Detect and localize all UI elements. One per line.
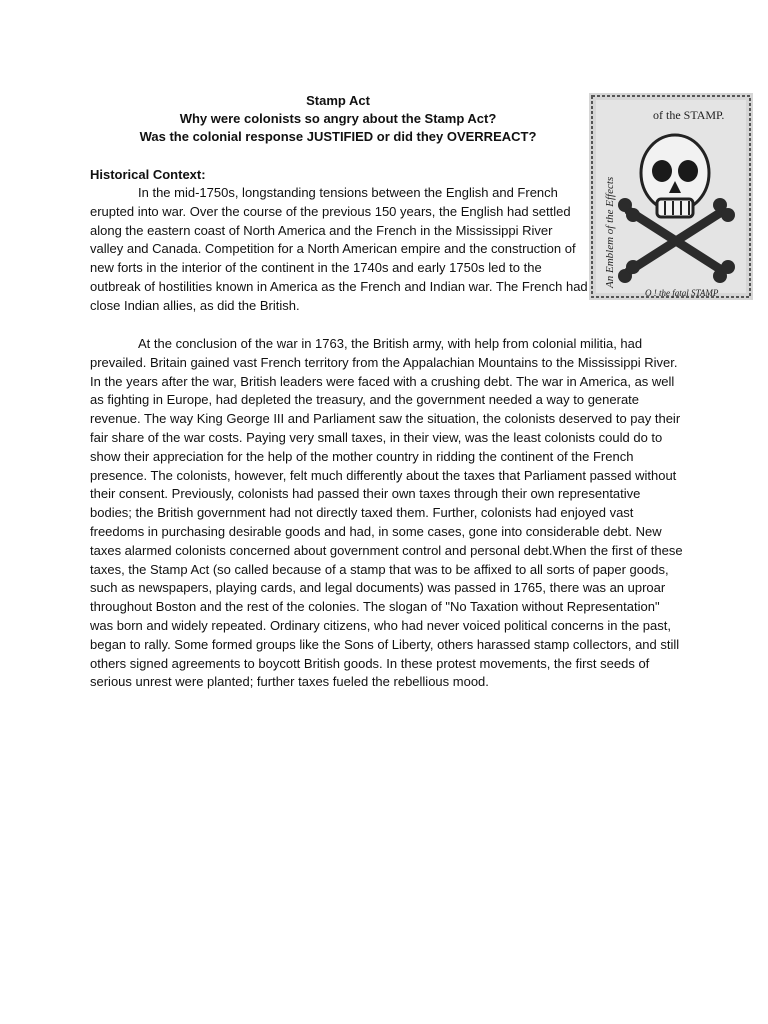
document-subtitle-prompt: Was the colonial response JUSTIFIED or did they OVERREACT? bbox=[139, 129, 537, 144]
title-block bbox=[90, 92, 586, 146]
emblem-side-text: An Emblem of the Effects bbox=[604, 176, 616, 288]
stamp-emblem-image bbox=[589, 93, 753, 300]
section-heading: Historical Context: bbox=[90, 167, 206, 182]
paragraph: In the mid-1750s, longstanding tensions between the English and French erupted into war. Over the course of the previous 150 years, the English had settled along the eastern coast of North America and the French in the Mississippi River valley and Canada. Competition for a North American empire and the construction of new forts in the interior of the continent in the 1740s and early 1750s led to the outbreak of hostilities known in America as the French and Indian war. The French had close Indian allies, as did the British. bbox=[90, 185, 588, 313]
skull-crossbones-icon bbox=[589, 93, 753, 300]
emblem-top-text: of the STAMP. bbox=[653, 108, 725, 122]
document-title: Stamp Act bbox=[306, 93, 370, 108]
emblem-bottom-text: O ! the fatal STAMP bbox=[645, 288, 719, 298]
paragraph: At the conclusion of the war in 1763, the British army, with help from colonial militia, had prevailed. Britain gained vast French territory from the Appalachian Mountains to the Mississippi River. In the years after the war, British leaders were faced with a crushing debt. The war in America, as well as fighting in Europe, had depleted the treasury, and the government needed a way to generate revenue. The way King George III and Parliament saw the situation, the colonists deserved to pay their fair share of the war costs. Paying very small taxes, in their view, was the least colonists could do to show their appreciation for the help of the mother country in ridding the continent of the French presence. The colonists, however, felt much differently about the taxes that Parliament passed without their consent. Previously, colonists had passed their own taxes through their own representative bodies; the British government had not directly taxed them. Further, colonists had enjoyed vast freedoms in purchasing desirable goods and had, in some cases, gone into considerable debt. New taxes alarmed colonists concerned about government control and personal debt.When the first of these taxes, the Stamp Act (so called because of a stamp that was to be affixed to all sorts of paper goods, such as newspapers, playing cards, and legal documents) was passed in 1765, there was an uproar throughout Boston and the rest of the colonies. The slogan of "No Taxation without Representation" was born and widely repeated. Ordinary citizens, who had never voiced political concerns in the past, began to rally. Some formed groups like the Sons of Liberty, others harassed stamp collectors, and still others signed agreements to boycott British goods. In these protest movements, the first seeds of serious unrest were planted; further taxes fueled the rebellious mood. bbox=[90, 336, 683, 690]
document-subtitle-question: Why were colonists so angry about the Stamp Act? bbox=[179, 111, 497, 126]
